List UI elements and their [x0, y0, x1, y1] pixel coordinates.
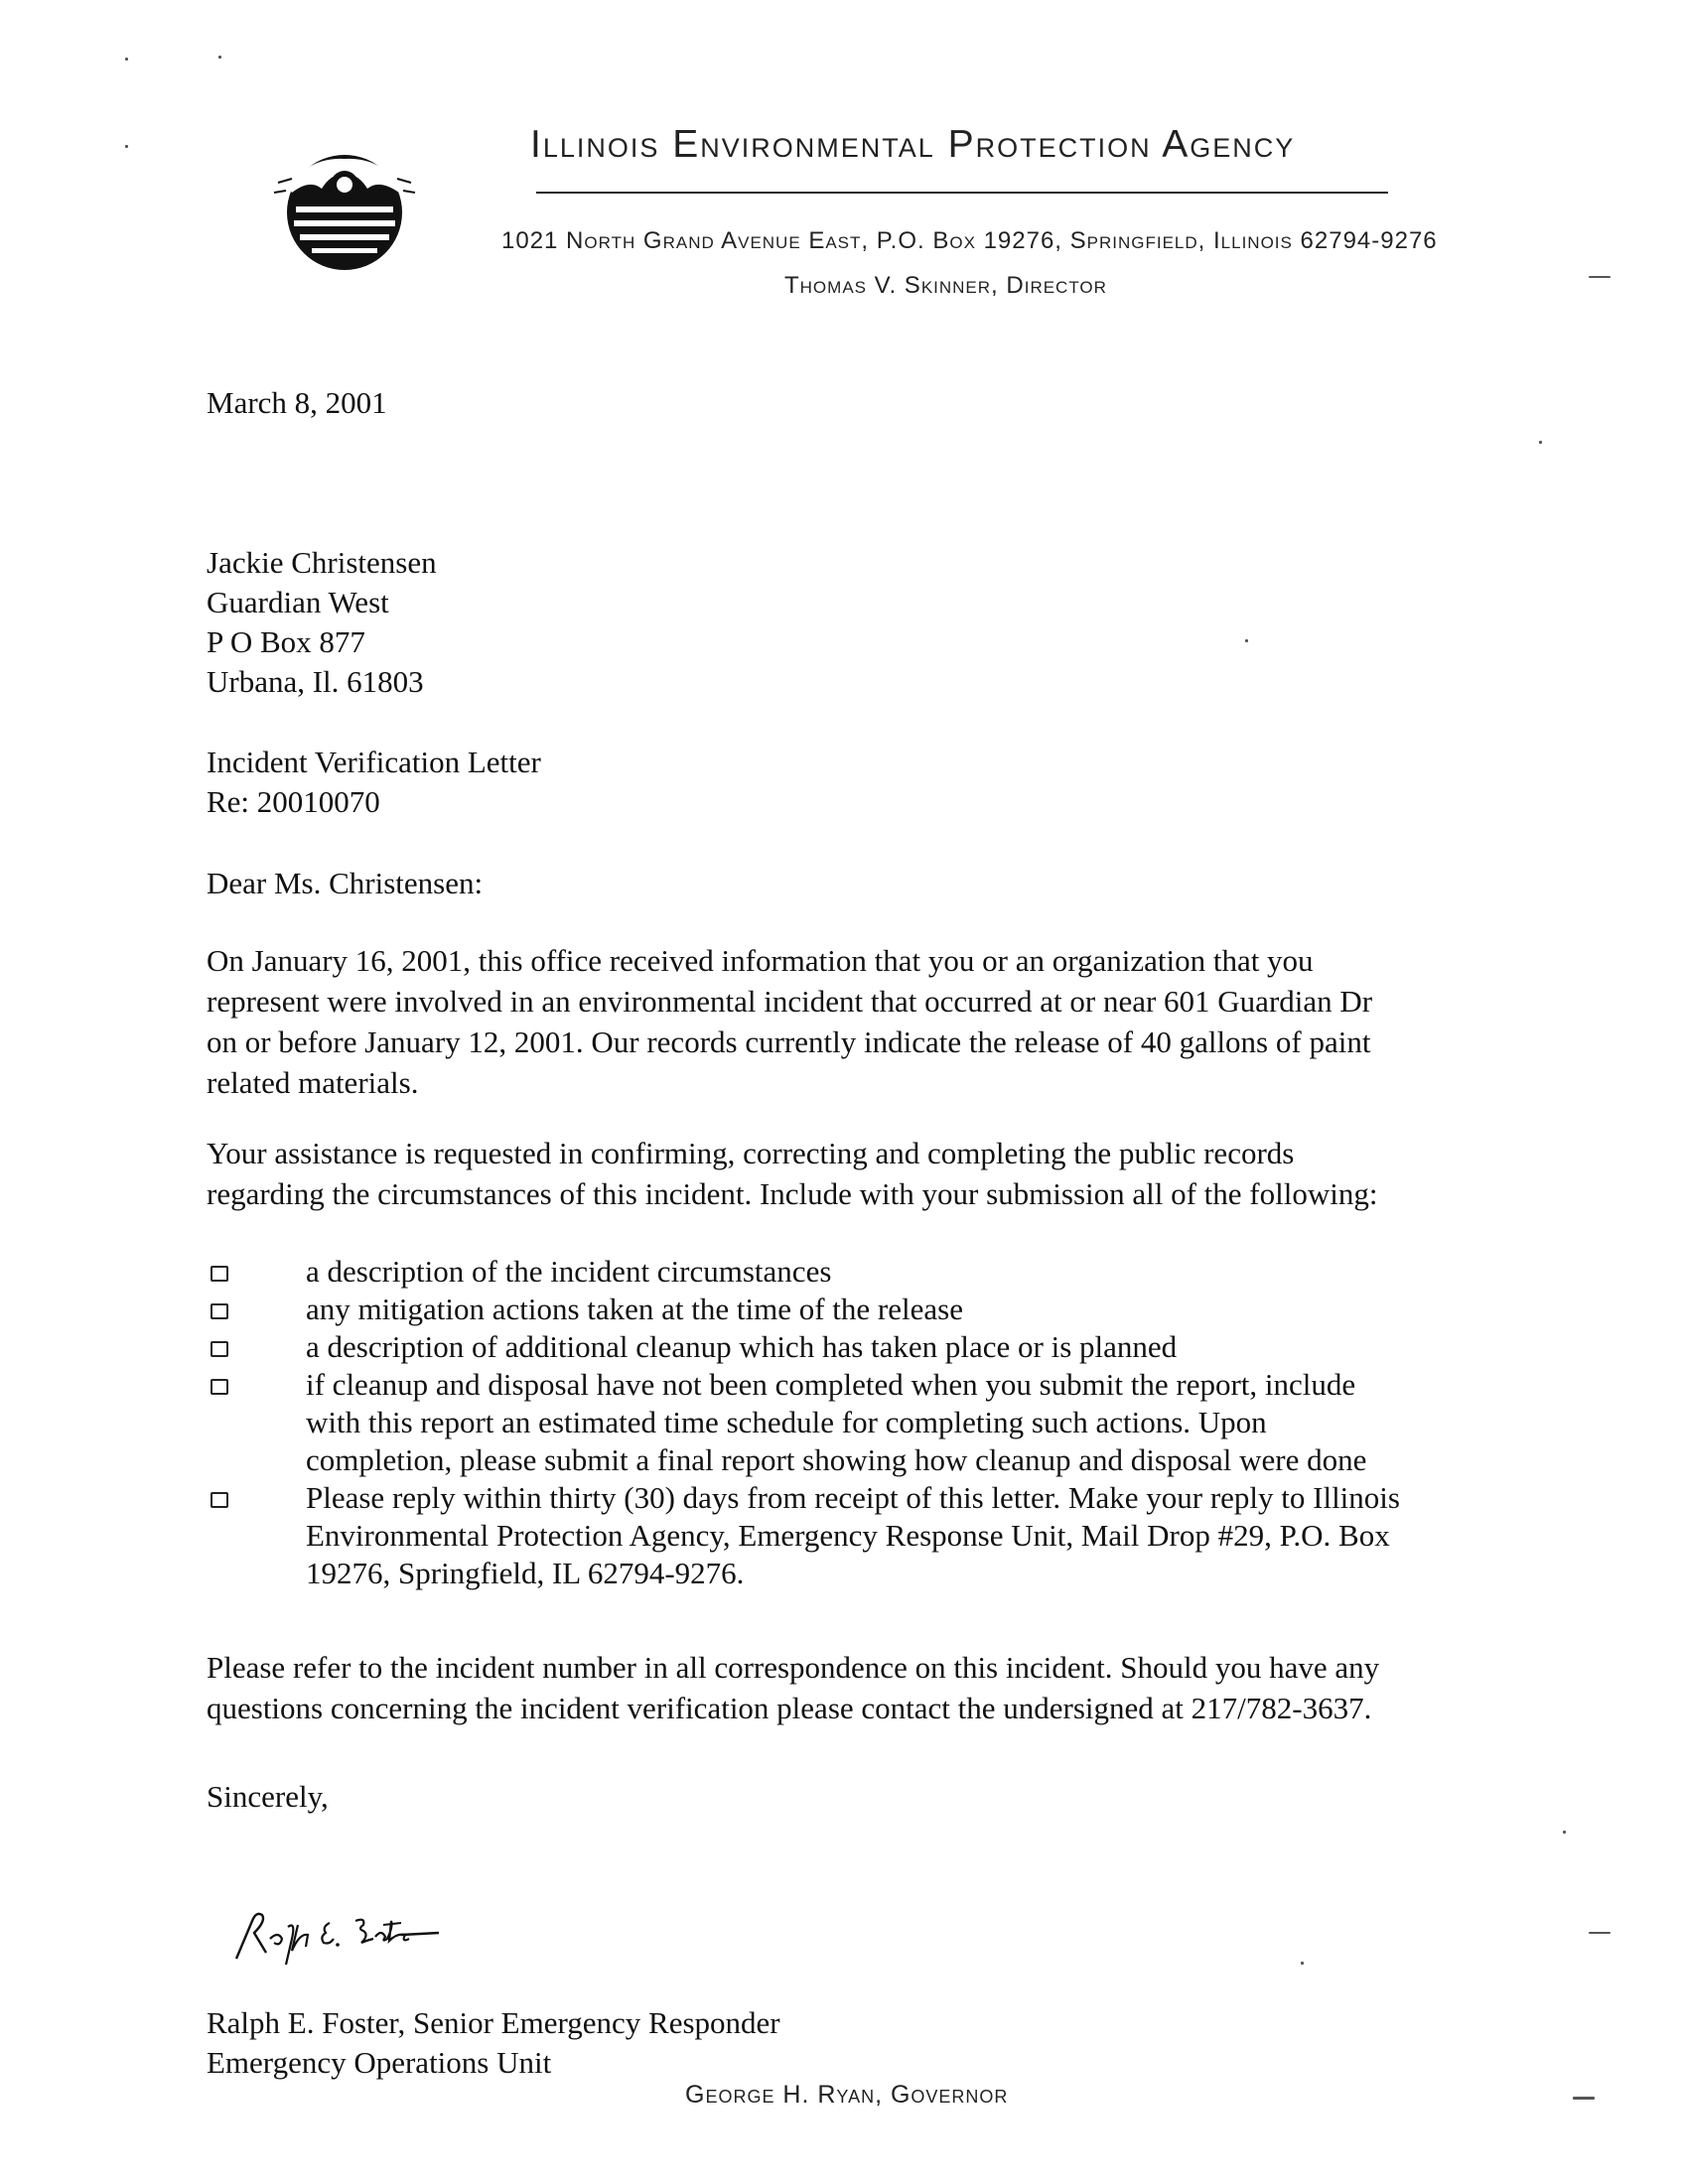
checklist-item [207, 1253, 1537, 1291]
checklist-item [207, 1328, 1537, 1366]
scan-speck [1539, 441, 1542, 444]
scan-speck [1573, 2097, 1595, 2100]
salutation: Dear Ms. Christensen: [207, 866, 484, 900]
recipient-address [207, 543, 437, 702]
letterhead-rule [536, 192, 1388, 194]
subject-title: Incident Verification Letter [207, 745, 541, 779]
paragraph-line: questions concerning the incident verification please contact the undersigned at 217/782-3637. [207, 1691, 1372, 1725]
letter-date: March 8, 2001 [207, 385, 387, 420]
recipient-po-box: P O Box 877 [207, 624, 365, 659]
checklist-item [207, 1366, 1537, 1479]
paragraph-line: on or before January 12, 2001. Our records currently indicate the release of 40 gallons of paint [207, 1024, 1371, 1059]
checkbox-icon [210, 1341, 228, 1357]
checklist-item [207, 1479, 1537, 1592]
paragraph-line: Please refer to the incident number in all correspondence on this incident. Should you have any [207, 1650, 1380, 1685]
signer-name-title: Ralph E. Foster, Senior Emergency Responder [207, 2005, 780, 2040]
recipient-city: Urbana, Il. 61803 [207, 664, 424, 699]
recipient-name: Jackie Christensen [207, 545, 437, 580]
subject-reference: Re: 20010070 [207, 784, 380, 819]
signer-block [207, 2003, 780, 2083]
scan-speck [1589, 1932, 1611, 1934]
checklist-item-text: any mitigation actions taken at the time of the release [306, 1292, 963, 1326]
recipient-organization: Guardian West [207, 585, 389, 619]
scan-speck [1301, 1962, 1304, 1965]
paragraph-line: On January 16, 2001, this office received information that you or an organization that you [207, 943, 1314, 978]
checklist-item-text: with this report an estimated time schedule for completing such actions. Upon [306, 1405, 1267, 1439]
signature-image [226, 1881, 524, 1971]
checklist-item-text: completion, please submit a final report showing how cleanup and disposal were done [306, 1442, 1367, 1477]
checkbox-icon [210, 1303, 228, 1319]
checklist-item [207, 1291, 1537, 1328]
requirements-checklist [207, 1253, 1537, 1592]
checkbox-icon [210, 1492, 228, 1508]
signer-unit: Emergency Operations Unit [207, 2045, 552, 2080]
checklist-item-text: Please reply within thirty (30) days from receipt of this letter. Make your reply to Illinois [306, 1480, 1400, 1515]
scan-speck [1245, 639, 1248, 642]
checklist-item-text: Environmental Protection Agency, Emergency Response Unit, Mail Drop #29, P.O. Box [306, 1518, 1390, 1553]
paragraph-request [207, 1134, 1377, 1215]
agency-director: Thomas V. Skinner, Director [784, 272, 1107, 299]
subject-block [207, 743, 541, 822]
checklist-item-text: a description of additional cleanup which has taken place or is planned [306, 1329, 1178, 1364]
checklist-item-text: a description of the incident circumstances [306, 1254, 832, 1289]
checkbox-icon [210, 1266, 228, 1282]
paragraph-line: regarding the circumstances of this incident. Include with your submission all of the following: [207, 1176, 1378, 1211]
paragraph-line: Your assistance is requested in confirming, correcting and completing the public records [207, 1136, 1295, 1170]
paragraph-line: related materials. [207, 1065, 419, 1100]
closing: Sincerely, [207, 1779, 329, 1814]
paragraph-line: represent were involved in an environmental incident that occurred at or near 601 Guardian Dr [207, 984, 1373, 1019]
footer-governor: George H. Ryan, Governor [685, 2081, 1009, 2109]
paragraph-contact [207, 1648, 1379, 1729]
scan-speck [1563, 1831, 1566, 1834]
agency-address: 1021 North Grand Avenue East, P.O. Box 19276, Springfield, Illinois 62794-9276 [501, 227, 1438, 254]
scan-speck [125, 145, 128, 148]
agency-seal-icon [270, 149, 419, 272]
checklist-item-text: 19276, Springfield, IL 62794-9276. [306, 1556, 745, 1590]
agency-name: Illinois Environmental Protection Agency [530, 123, 1296, 166]
checklist-item-text: if cleanup and disposal have not been completed when you submit the report, include [306, 1367, 1356, 1402]
scan-speck [218, 56, 221, 59]
checkbox-icon [210, 1379, 228, 1395]
paragraph-incident [207, 941, 1372, 1104]
scan-speck [1589, 276, 1611, 278]
scan-speck [125, 58, 128, 61]
